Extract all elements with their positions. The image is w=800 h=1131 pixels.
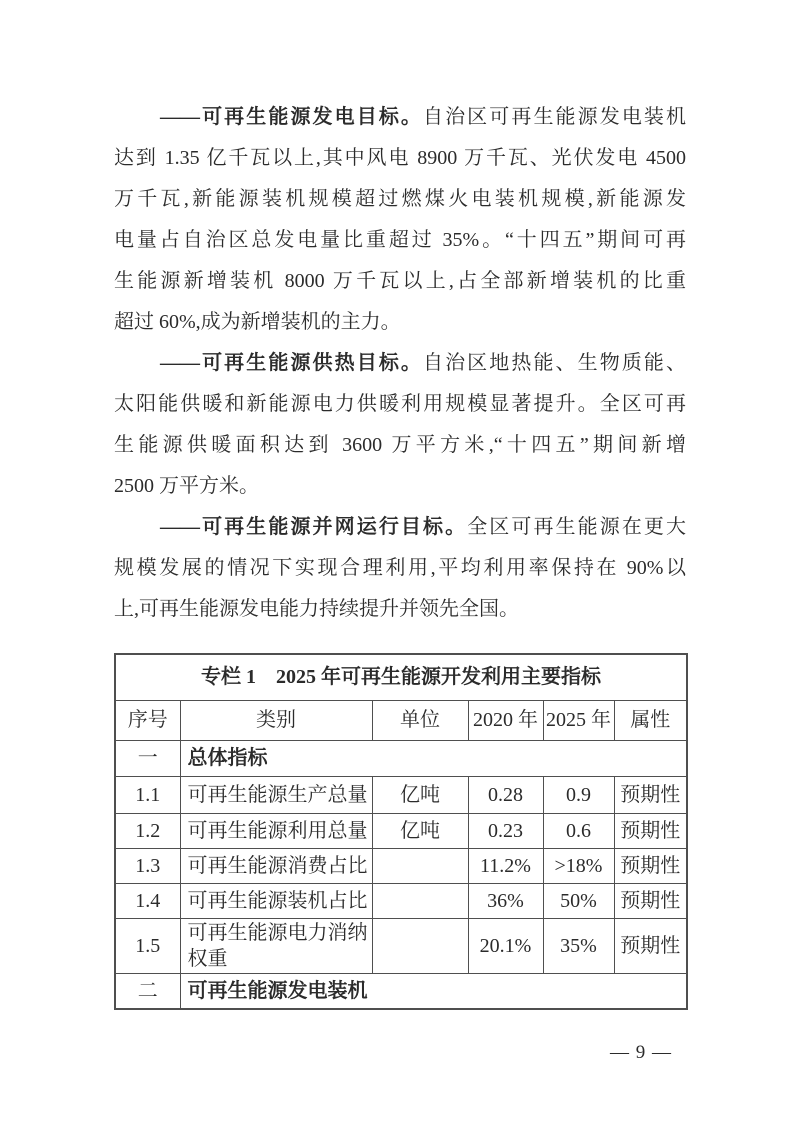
paragraph-line — [114, 507, 686, 548]
paragraph-line: 达到 1.35 亿千瓦以上,其中风电 8900 万千瓦、光伏发电 4500 — [114, 147, 686, 169]
page-number: — 9 — — [610, 1042, 672, 1063]
cell-2020: 0.28 — [468, 776, 543, 813]
paragraph-grid-operation-target — [114, 507, 686, 630]
section-label: 可再生能源发电装机 — [180, 973, 687, 1009]
cell-no: 1.2 — [115, 813, 180, 848]
table-row — [115, 776, 687, 813]
section-row-overall — [115, 740, 687, 776]
cell-category: 可再生能源生产总量 — [180, 776, 372, 813]
paragraph-lead: ——可再生能源并网运行目标。 — [160, 516, 468, 538]
table-title-row — [115, 654, 687, 700]
section-no: 二 — [115, 973, 180, 1009]
cell-2020: 20.1% — [468, 918, 543, 973]
paragraph-line — [114, 97, 686, 138]
paragraph-line: 电量占自治区总发电量比重超过 35%。“十四五”期间可再 — [114, 229, 686, 251]
table-row — [115, 883, 687, 918]
table-header-row — [115, 700, 687, 740]
section-row-power-capacity — [115, 973, 687, 1009]
cell-2025: 50% — [543, 883, 614, 918]
kpi-table — [114, 653, 688, 1010]
paragraph-line: 超过 60%,成为新增装机的主力。 — [114, 311, 401, 333]
cell-category: 可再生能源利用总量 — [180, 813, 372, 848]
cell-category: 可再生能源电力消纳权重 — [180, 918, 372, 973]
paragraph-heating-target — [114, 343, 686, 507]
paragraph-text: 全区可再生能源在更大 — [467, 516, 687, 538]
cell-attr: 预期性 — [614, 883, 687, 918]
cell-unit — [372, 848, 468, 883]
cell-unit — [372, 883, 468, 918]
paragraph-line: 万千瓦,新能源装机规模超过燃煤火电装机规模,新能源发 — [114, 188, 686, 210]
column-header-2020: 2020 年 — [468, 700, 543, 740]
column-header-unit: 单位 — [372, 700, 468, 740]
paragraph-line: 太阳能供暖和新能源电力供暖利用规模显著提升。全区可再 — [114, 393, 686, 415]
paragraph-lead: ——可再生能源供热目标。 — [160, 352, 423, 374]
cell-2020: 36% — [468, 883, 543, 918]
cell-2025: 0.6 — [543, 813, 614, 848]
cell-unit: 亿吨 — [372, 813, 468, 848]
cell-category: 可再生能源装机占比 — [180, 883, 372, 918]
paragraph-power-generation-target — [114, 97, 686, 343]
column-header-no: 序号 — [115, 700, 180, 740]
paragraph-line — [114, 343, 686, 384]
paragraph-text: 自治区可再生能源发电装机 — [423, 106, 686, 128]
table-row — [115, 918, 687, 973]
table-title: 专栏 1 2025 年可再生能源开发利用主要指标 — [115, 654, 687, 700]
section-label: 总体指标 — [180, 740, 687, 776]
document-body — [114, 97, 686, 630]
cell-attr: 预期性 — [614, 848, 687, 883]
cell-no: 1.1 — [115, 776, 180, 813]
cell-2025: >18% — [543, 848, 614, 883]
table-row — [115, 848, 687, 883]
cell-2025: 35% — [543, 918, 614, 973]
paragraph-line: 生能源供暖面积达到 3600 万平方米,“十四五”期间新增 — [114, 434, 686, 456]
column-header-attr: 属性 — [614, 700, 687, 740]
table-row — [115, 813, 687, 848]
cell-attr: 预期性 — [614, 776, 687, 813]
paragraph-line: 生能源新增装机 8000 万千瓦以上,占全部新增装机的比重 — [114, 270, 686, 292]
paragraph-line: 上,可再生能源发电能力持续提升并领先全国。 — [114, 598, 519, 620]
cell-2025: 0.9 — [543, 776, 614, 813]
cell-2020: 11.2% — [468, 848, 543, 883]
cell-attr: 预期性 — [614, 918, 687, 973]
cell-no: 1.4 — [115, 883, 180, 918]
cell-category: 可再生能源消费占比 — [180, 848, 372, 883]
column-header-2025: 2025 年 — [543, 700, 614, 740]
cell-no: 1.3 — [115, 848, 180, 883]
paragraph-text: 自治区地热能、生物质能、 — [423, 352, 686, 374]
cell-unit: 亿吨 — [372, 776, 468, 813]
cell-attr: 预期性 — [614, 813, 687, 848]
paragraph-line: 2500 万平方米。 — [114, 475, 259, 497]
cell-2020: 0.23 — [468, 813, 543, 848]
cell-unit — [372, 918, 468, 973]
paragraph-lead: ——可再生能源发电目标。 — [160, 106, 423, 128]
cell-no: 1.5 — [115, 918, 180, 973]
column-header-category: 类别 — [180, 700, 372, 740]
paragraph-line: 规模发展的情况下实现合理利用,平均利用率保持在 90%以 — [114, 557, 686, 579]
section-no: 一 — [115, 740, 180, 776]
